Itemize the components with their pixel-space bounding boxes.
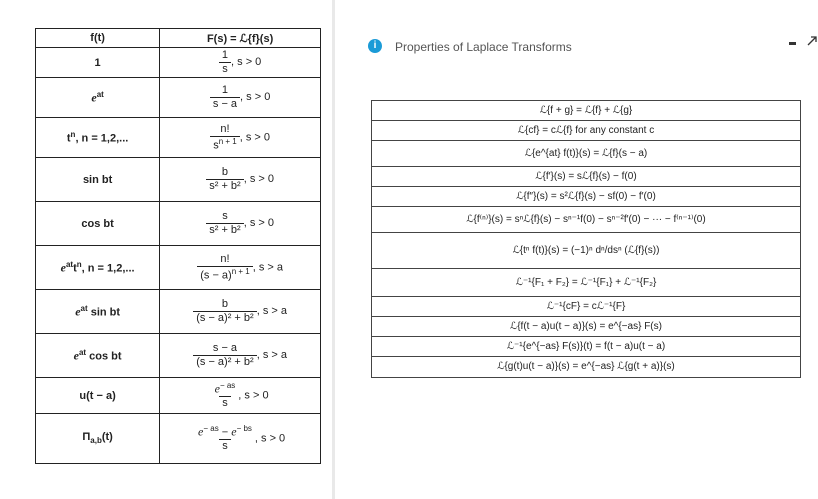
Fs-cell	[160, 246, 321, 290]
numerator	[219, 210, 231, 223]
denominator	[219, 439, 231, 453]
numerator	[219, 84, 231, 97]
fraction	[197, 253, 253, 282]
Fs-cell	[160, 202, 321, 246]
ft-main: sin bt	[82, 173, 113, 186]
ft-main: cos bt	[81, 217, 114, 230]
ft-cell	[36, 378, 160, 414]
fraction	[212, 381, 239, 410]
num-minus: −	[218, 426, 232, 439]
ft-post: , n = 1,2,...	[81, 262, 135, 275]
fraction	[210, 84, 240, 110]
Fs-cell	[160, 290, 321, 334]
ft-cell	[36, 290, 160, 334]
exp-base: e	[73, 348, 79, 363]
num-exp-base: e	[214, 381, 220, 396]
exp-base: e	[75, 304, 81, 319]
denominator	[197, 266, 253, 282]
ft-cell	[36, 414, 160, 464]
fraction	[206, 210, 243, 236]
Fs-cell	[160, 78, 321, 118]
condition: , s > a	[252, 261, 283, 274]
exp-base: e	[60, 260, 66, 275]
Fs-cell	[160, 334, 321, 378]
ft-main: t	[66, 132, 71, 145]
header-ft: f(t)	[36, 29, 160, 48]
Fs-cell	[160, 378, 321, 414]
transform-table-panel	[0, 0, 332, 499]
ft-cell	[36, 118, 160, 158]
property-row: ℒ{f + g} = ℒ{f} + ℒ{g}	[372, 101, 800, 121]
numerator	[217, 253, 232, 266]
numerator-text: s	[222, 210, 228, 223]
ft-post: cos bt	[86, 350, 122, 363]
denominator-sup: n + 1	[231, 266, 250, 276]
fraction	[219, 49, 231, 75]
condition: , s > a	[256, 305, 287, 318]
exp-sup: at	[65, 259, 74, 269]
ft-cell	[36, 246, 160, 290]
table-row	[36, 202, 321, 246]
Fs-cell	[160, 414, 321, 464]
condition: , s > 0	[239, 131, 270, 144]
numerator	[212, 381, 239, 396]
numerator-text: 1	[221, 49, 229, 62]
ft-main: 1	[94, 56, 101, 69]
table-row	[36, 414, 321, 464]
numerator-text: n!	[220, 253, 230, 266]
properties-table	[371, 100, 801, 378]
exp-sup: at	[80, 303, 88, 313]
exp-sup: at	[96, 89, 104, 99]
ft-main: t	[73, 262, 77, 275]
info-icon[interactable]: i	[368, 39, 382, 53]
ft-sup2: n	[76, 259, 82, 269]
denominator-text: (s − a)² + b²	[196, 312, 254, 324]
numerator-text: b	[221, 166, 229, 179]
numerator	[219, 166, 231, 179]
numerator	[210, 342, 240, 355]
denominator-text: s² + b²	[209, 180, 241, 192]
denominator-text: s	[213, 139, 219, 152]
denominator	[193, 355, 256, 369]
table-body	[36, 48, 321, 464]
property-row: ℒ{tⁿ f(t)}(s) = (−1)ⁿ dⁿ/dsⁿ (ℒ{f}(s))	[372, 233, 800, 269]
table-row	[36, 158, 321, 202]
numerator-text: n!	[220, 123, 230, 136]
numerator	[217, 123, 232, 136]
denominator	[206, 179, 243, 193]
ft-sub: a,b	[90, 436, 102, 446]
condition: , s > 0	[254, 432, 286, 445]
fraction	[193, 342, 256, 368]
property-row: ℒ{f″}(s) = s²ℒ{f}(s) − sf(0) − f′(0)	[372, 187, 800, 207]
table-row	[36, 290, 321, 334]
ft-post: sin bt	[87, 306, 121, 319]
property-row: ℒ⁻¹{e^{−as} F(s)}(t) = f(t − a)u(t − a)	[372, 337, 800, 357]
table-row	[36, 246, 321, 290]
ft-post: , n = 1,2,...	[75, 132, 129, 145]
ft-cell	[36, 78, 160, 118]
table-row	[36, 48, 321, 78]
Fs-cell	[160, 158, 321, 202]
property-row: ℒ⁻¹{F₁ + F₂} = ℒ⁻¹{F₁} + ℒ⁻¹{F₂}	[372, 269, 800, 297]
denominator	[219, 396, 231, 410]
Fs-cell	[160, 48, 321, 78]
condition: , s > 0	[240, 91, 271, 104]
ft-cell	[36, 334, 160, 378]
header-Fs: F(s) = ℒ{f}(s)	[160, 29, 321, 48]
condition: , s > 0	[238, 389, 269, 402]
expand-icon[interactable]	[807, 36, 817, 46]
exp-base: e	[91, 90, 97, 105]
condition: , s > 0	[243, 173, 274, 186]
property-row: ℒ{f′}(s) = sℒ{f}(s) − f(0)	[372, 167, 800, 187]
num-exp-sup-2: − bs	[236, 423, 252, 433]
num-exp-base: e	[198, 424, 204, 439]
property-row: ℒ⁻¹{cF} = cℒ⁻¹{F}	[372, 297, 800, 317]
denominator	[210, 97, 240, 111]
denominator	[219, 62, 231, 76]
numerator	[219, 298, 231, 311]
condition: , s > 0	[243, 217, 274, 230]
numerator	[219, 49, 231, 62]
denominator-text: s² + b²	[209, 224, 241, 236]
fraction	[206, 166, 243, 192]
numerator-text: b	[221, 298, 229, 311]
num-exp-sup: − as	[219, 380, 236, 390]
ft-main: Π	[82, 431, 91, 444]
ft-cell	[36, 48, 160, 78]
exp-sup: at	[78, 347, 87, 357]
property-row: ℒ{f(t − a)u(t − a)}(s) = e^{−as} F(s)	[372, 317, 800, 337]
minimize-icon[interactable]	[789, 42, 796, 45]
denominator-text: s − a	[212, 98, 238, 110]
denominator-text: s	[222, 440, 228, 453]
table-row	[36, 334, 321, 378]
table-header-row	[36, 29, 321, 48]
laplace-transform-table	[35, 28, 321, 464]
property-row: ℒ{cf} = cℒ{f} for any constant c	[372, 121, 800, 141]
properties-title: Properties of Laplace Transforms	[395, 40, 572, 54]
denominator-text: (s − a)	[200, 269, 232, 282]
property-row: ℒ{g(t)u(t − a)}(s) = e^{−as} ℒ{g(t + a)}(s)	[497, 361, 675, 372]
denominator-text: s	[222, 397, 228, 410]
ft-sup: n	[70, 130, 76, 140]
table-row	[36, 78, 321, 118]
ft-cell	[36, 158, 160, 202]
ft-post: (t)	[101, 431, 113, 444]
fraction	[193, 298, 256, 324]
denominator	[210, 136, 240, 152]
num-exp-sup: − as	[203, 423, 219, 433]
fraction	[210, 123, 240, 152]
property-row: ℒ{f⁽ⁿ⁾}(s) = sⁿℒ{f}(s) − sⁿ⁻¹f(0) − sⁿ⁻²f′(0) − ··· − f⁽ⁿ⁻¹⁾(0)	[372, 207, 800, 233]
fraction	[195, 424, 255, 453]
numerator-text: s − a	[212, 342, 238, 355]
denominator-text: (s − a)² + b²	[196, 356, 254, 368]
ft-cell	[36, 202, 160, 246]
table-row	[36, 378, 321, 414]
num-exp-base-2: e	[231, 424, 237, 439]
Fs-cell	[160, 118, 321, 158]
denominator-text: s	[222, 63, 228, 75]
condition: , s > a	[256, 349, 287, 362]
denominator	[206, 223, 243, 237]
property-row: ℒ{e^{at} f(t)}(s) = ℒ{f}(s − a)	[372, 141, 800, 167]
denominator	[193, 311, 256, 325]
numerator	[195, 424, 255, 439]
numerator-text: 1	[221, 84, 229, 97]
table-row	[36, 118, 321, 158]
ft-main: u(t − a)	[79, 389, 116, 402]
denominator-sup: n + 1	[218, 136, 237, 146]
condition: , s > 0	[231, 56, 262, 69]
